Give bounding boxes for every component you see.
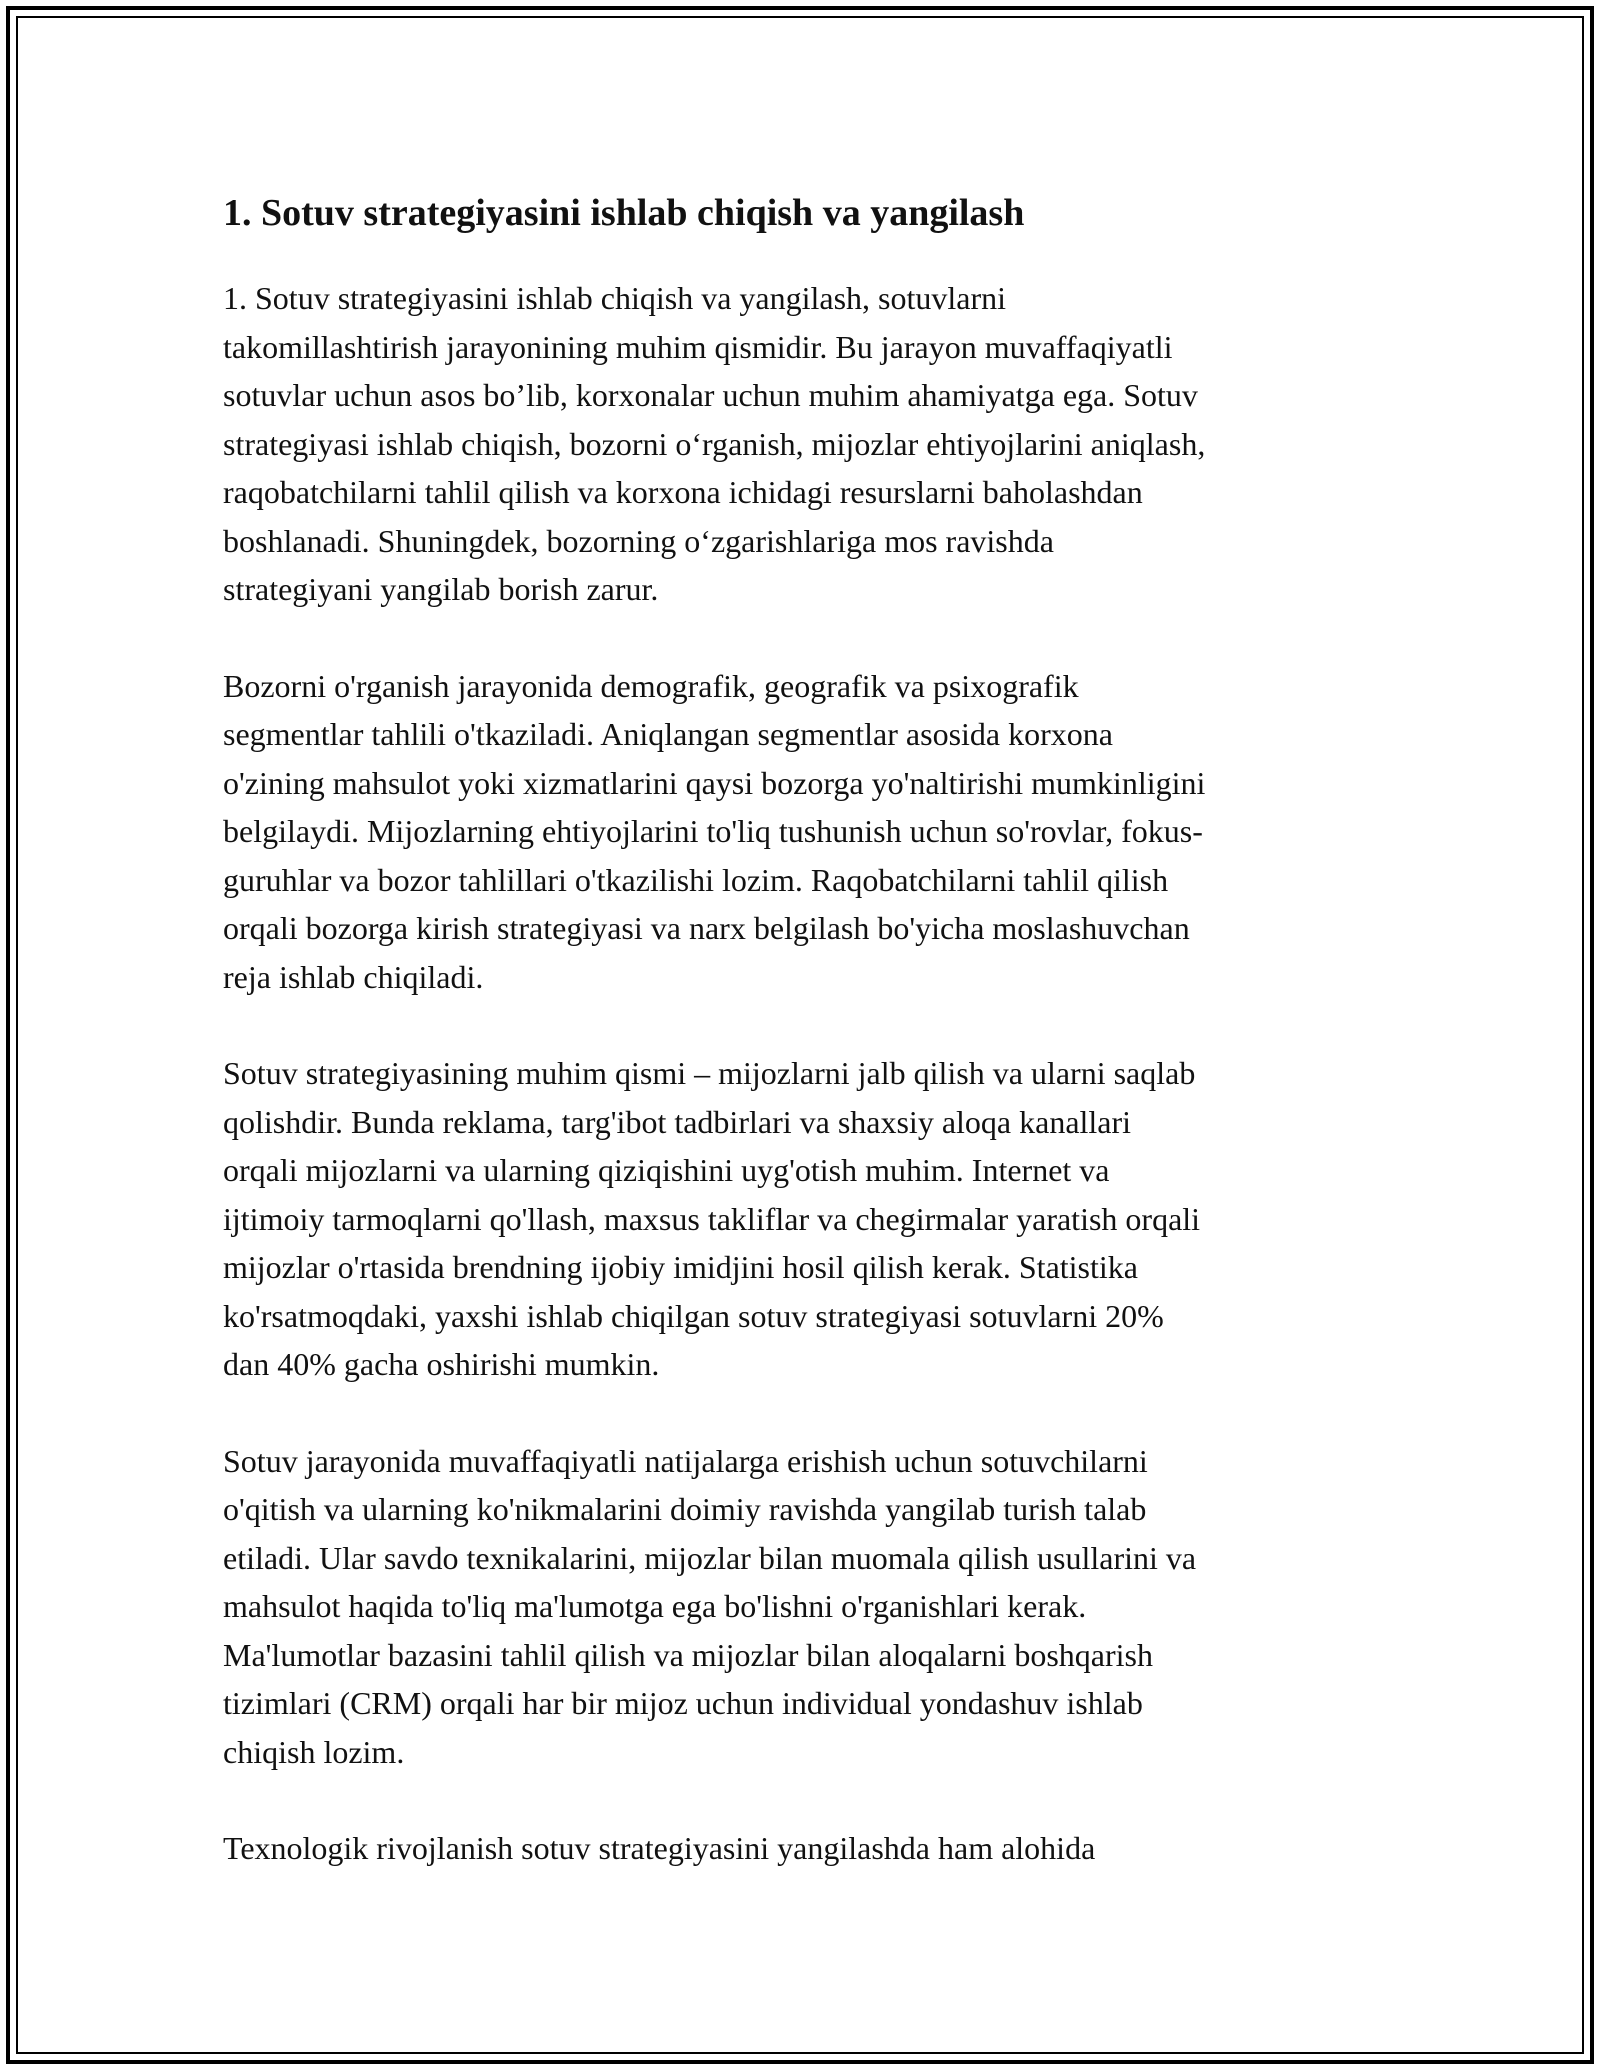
- text-line: dan 40% gacha oshirishi mumkin.: [223, 1346, 660, 1382]
- text-line: orqali mijozlarni va ularning qiziqishini uyg'otish muhim. Internet va: [223, 1152, 1110, 1188]
- paragraph-3: [223, 1049, 1363, 1389]
- document-body: [223, 186, 1363, 1921]
- text-line: 1. Sotuv strategiyasini ishlab chiqish va yangilash, sotuvlarni: [223, 280, 1007, 316]
- text-line: tizimlari (CRM) orqali har bir mijoz uchun individual yondashuv ishlab: [223, 1685, 1143, 1721]
- paragraph-4: [223, 1437, 1363, 1777]
- text-line: strategiyani yangilab borish zarur.: [223, 571, 659, 607]
- text-line: chiqish lozim.: [223, 1733, 405, 1770]
- text-line: strategiyasi ishlab chiqish, bozorni o‘rganish, mijozlar ehtiyojlarini aniqlash,: [223, 425, 1206, 462]
- text-line: sotuvlar uchun asos bo’lib, korxonalar uchun muhim ahamiyatga ega. Sotuv: [223, 377, 1198, 413]
- paragraph-list: [223, 274, 1363, 1873]
- text-line: Texnologik rivojlanish sotuv strategiyasini yangilashda ham alohida: [223, 1830, 1096, 1866]
- text-line: guruhlar va bozor tahlillari o'tkazilishi lozim. Raqobatchilarni tahlil qilish: [223, 861, 1169, 898]
- paragraph-1: [223, 274, 1363, 614]
- text-line: o'qitish va ularning ko'nikmalarini doimiy ravishda yangilab turish talab: [223, 1491, 1147, 1527]
- text-line: boshlanadi. Shuningdek, bozorning o‘zgarishlariga mos ravishda: [223, 522, 1054, 559]
- text-line: qolishdir. Bunda reklama, targ'ibot tadbirlari va shaxsiy aloqa kanallari: [223, 1103, 1132, 1140]
- text-line: raqobatchilarni tahlil qilish va korxona ichidagi resurslarni baholashdan: [223, 474, 1143, 510]
- text-line: Bozorni o'rganish jarayonida demografik, geografik va psixografik: [223, 667, 1079, 704]
- paragraph-5: [223, 1824, 1363, 1873]
- text-line: Sotuv strategiyasining muhim qismi – mijozlarni jalb qilish va ularni saqlab: [223, 1055, 1196, 1091]
- text-line: ijtimoiy tarmoqlarni qo'llash, maxsus takliflar va chegirmalar yaratish orqali: [223, 1200, 1201, 1237]
- text-line: segmentlar tahlili o'tkaziladi. Aniqlangan segmentlar asosida korxona: [223, 716, 1113, 752]
- text-line: Sotuv jarayonida muvaffaqiyatli natijalarga erishish uchun sotuvchilarni: [223, 1442, 1148, 1479]
- document-title: 1. Sotuv strategiyasini ishlab chiqish va yangilash: [223, 192, 1025, 234]
- text-line: reja ishlab chiqiladi.: [223, 958, 484, 995]
- text-line: takomillashtirish jarayonining muhim qismidir. Bu jarayon muvaffaqiyatli: [223, 328, 1173, 365]
- text-line: etiladi. Ular savdo texnikalarini, mijozlar bilan muomala qilish usullarini va: [223, 1539, 1197, 1576]
- text-line: Ma'lumotlar bazasini tahlil qilish va mijozlar bilan aloqalarni boshqarish: [223, 1636, 1153, 1673]
- paragraph-2: [223, 662, 1363, 1002]
- text-line: mahsulot haqida to'liq ma'lumotga ega bo'lishni o'rganishlari kerak.: [223, 1588, 1087, 1624]
- text-line: mijozlar o'rtasida brendning ijobiy imidjini hosil qilish kerak. Statistika: [223, 1249, 1138, 1285]
- text-line: belgilaydi. Mijozlarning ehtiyojlarini to'liq tushunish uchun so'rovlar, fokus-: [223, 813, 1203, 849]
- text-line: orqali bozorga kirish strategiyasi va narx belgilash bo'yicha moslashuvchan: [223, 910, 1190, 946]
- text-line: o'zining mahsulot yoki xizmatlarini qaysi bozorga yo'naltirishi mumkinligini: [223, 764, 1206, 801]
- text-line: ko'rsatmoqdaki, yaxshi ishlab chiqilgan sotuv strategiyasi sotuvlarni 20%: [223, 1297, 1164, 1334]
